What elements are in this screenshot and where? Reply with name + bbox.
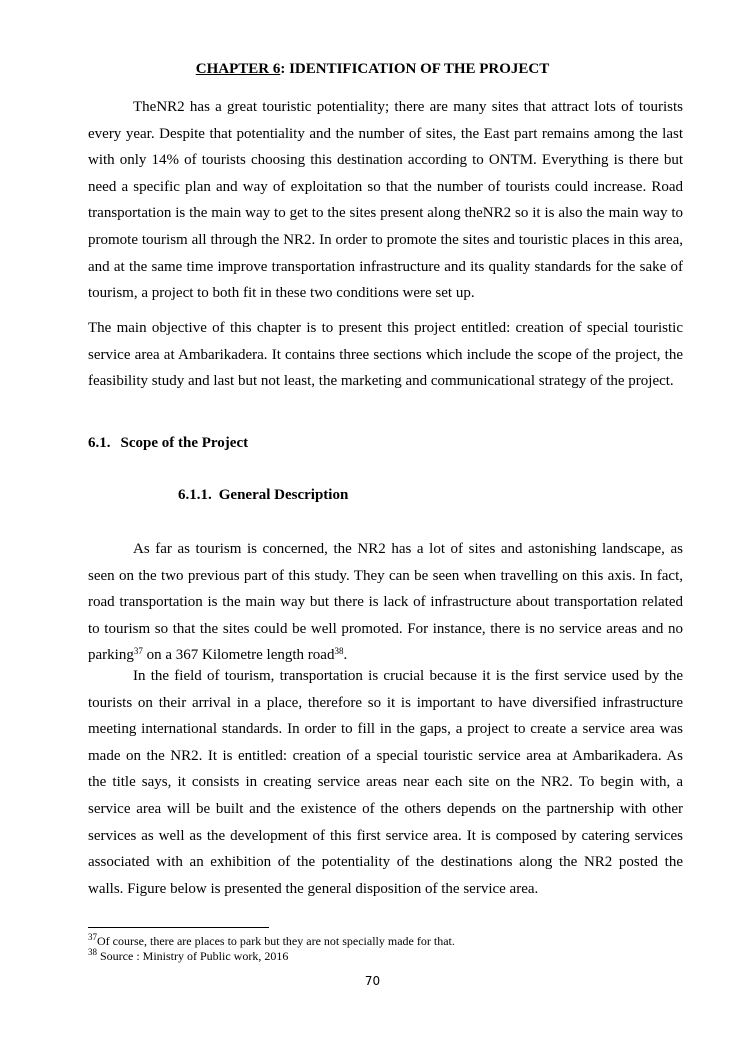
footnote: $^{37}$Of course, there are places to park but they are not specially made for that. bbox=[88, 932, 455, 948]
page-number: 70 bbox=[364, 974, 381, 988]
text-line: service area at Ambarikadera. It contains three sections which include the scope of the project, the bbox=[88, 346, 683, 363]
text-line: made on the NR2. It is entitled: creation of a special touristic service area at Ambarikadera. As bbox=[88, 747, 683, 764]
text-line: The main objective of this chapter is to present this project entitled: creation of special touristic bbox=[88, 320, 683, 336]
subsection-heading: 6.1.1. General Description bbox=[178, 487, 349, 503]
text-line: promote tourism all through the NR2. In order to promote the sites and touristic places in this area, bbox=[88, 231, 683, 248]
paragraph-objective bbox=[88, 315, 683, 395]
chapter-title: CHAPTER 6: IDENTIFICATION OF THE PROJECT bbox=[195, 61, 550, 77]
paragraph-intro bbox=[88, 94, 683, 307]
text-line: transportation is the main way to get to the sites present along theNR2 so it is also the main way to bbox=[88, 205, 683, 222]
text-line: tourism, a project to both fit in these two conditions were set up. bbox=[88, 285, 475, 302]
text-line: In the field of tourism, transportation is crucial because it is the first service used by the bbox=[133, 668, 683, 684]
text-line: As far as tourism is concerned, the NR2 has a lot of sites and astonishing landscape, as bbox=[133, 541, 683, 557]
text-line: to tourism so that the sites could be well promoted. For instance, there is no service areas and no bbox=[88, 620, 683, 637]
text-line: tourists on their arrival in a place, therefore so it is important to have diversified infrastructure bbox=[88, 694, 683, 711]
section-heading: 6.1. Scope of the Project bbox=[88, 435, 249, 451]
text-line: every year. Despite that potentiality and the number of sites, the East part remains among the last bbox=[88, 125, 683, 142]
footnote-ref[interactable]: 37 bbox=[133, 646, 143, 657]
text-line: meeting international standards. In order to fill in the gaps, a project to create a service area was bbox=[88, 721, 683, 738]
text-line: service area will be built and the existence of the others depends on the partnership with other bbox=[88, 800, 683, 817]
text-line: with only 14% of tourists choosing this destination according to ONTM. Everything is there but bbox=[88, 152, 683, 169]
text-line: road transportation is the main way but there is lack of infrastructure about transportation related bbox=[88, 594, 683, 611]
text-line: the title says, it consists in creating service areas near each site on the NR2. To begin with, a bbox=[88, 774, 683, 791]
text-line: seen on the two previous part of this study. They can be seen when travelling on this axis. In fact, bbox=[88, 567, 683, 584]
text-line: feasibility study and last but not least, the marketing and communicational strategy of the project. bbox=[88, 373, 674, 390]
text-line: walls. Figure below is presented the general disposition of the service area. bbox=[88, 880, 539, 897]
text-line: parking$^{37}$ on a 367 Kilometre length road$^{38}$. bbox=[88, 646, 348, 664]
text-line: need a specific plan and way of exploitation so that the number of tourists could increase. Road bbox=[88, 178, 683, 195]
text-line: and at the same time improve transportation infrastructure and its quality standards for the sake of bbox=[88, 258, 683, 275]
paragraph-description bbox=[88, 536, 683, 669]
text-line: services as well as the development of this first service area. It is composed by catering services bbox=[88, 827, 683, 844]
footnote: $^{38}$ Source : Ministry of Public work, 2016 bbox=[88, 947, 289, 963]
text-line: associated with an exhibition of the potentiality of the destinations along the NR2 posted the bbox=[88, 854, 683, 871]
footnote-ref[interactable]: 38 bbox=[334, 646, 344, 657]
paragraph-transport bbox=[88, 663, 683, 902]
text-line: TheNR2 has a great touristic potentiality; there are many sites that attract lots of tourists bbox=[133, 99, 683, 115]
footnote-divider bbox=[88, 927, 269, 928]
